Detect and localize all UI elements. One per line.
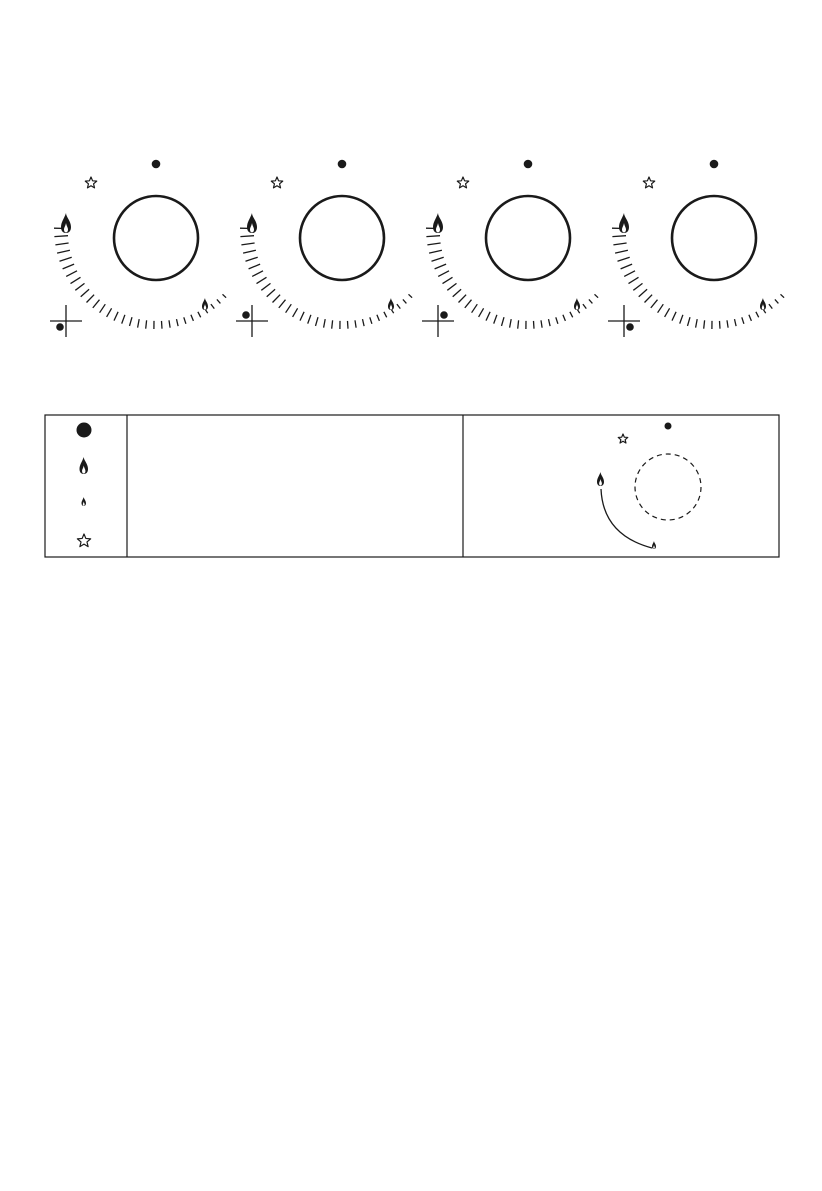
max-flame-icon: [247, 213, 257, 233]
marker-dot: [626, 323, 634, 331]
scale-tick: [107, 308, 112, 317]
scale-tick: [363, 319, 365, 326]
ignition-star-icon: [618, 434, 628, 443]
scale-tick: [246, 257, 258, 261]
scale-ticks: [612, 228, 784, 329]
max-flame-icon: [597, 472, 604, 486]
off-dot-icon: [338, 160, 347, 169]
scale-tick: [130, 317, 133, 326]
scale-tick: [621, 264, 633, 269]
scale-tick: [612, 236, 626, 237]
scale-tick: [81, 289, 89, 296]
scale-tick: [429, 250, 442, 253]
marker-dot: [56, 323, 64, 331]
scale-tick: [769, 304, 772, 309]
scale-tick: [629, 277, 639, 283]
scale-tick: [502, 317, 505, 326]
rotation-arc: [601, 489, 652, 548]
scale-tick: [735, 319, 737, 326]
min-flame-icon: [82, 497, 87, 506]
scale-tick: [243, 250, 256, 253]
legend-border: [45, 415, 779, 557]
scale-tick: [680, 315, 683, 324]
scale-tick: [447, 283, 456, 290]
scale-tick: [720, 321, 721, 329]
scale-tick: [618, 257, 630, 261]
scale-ticks: [240, 228, 412, 329]
scale-tick: [184, 317, 186, 324]
scale-tick: [727, 320, 728, 327]
min-flame-icon: [202, 298, 208, 310]
knob-4: [608, 160, 784, 337]
ignition-star-icon: [457, 177, 468, 188]
knob-3: [422, 160, 598, 337]
scale-tick: [348, 321, 349, 329]
scale-tick: [465, 300, 472, 308]
scale-tick: [240, 236, 254, 237]
scale-tick: [87, 295, 95, 303]
scale-tick: [75, 283, 84, 290]
marker-dot: [242, 311, 250, 319]
scale-tick: [279, 300, 286, 308]
scale-tick: [100, 304, 106, 313]
control-knob: [486, 196, 570, 280]
scale-tick: [93, 300, 100, 308]
scale-tick: [563, 315, 566, 321]
scale-tick: [775, 299, 779, 303]
scale-tick: [633, 283, 642, 290]
burner-position-marker: [608, 305, 640, 337]
scale-tick: [286, 304, 292, 313]
scale-tick: [615, 250, 628, 253]
scale-tick: [370, 317, 372, 324]
ignition-star-icon: [271, 177, 282, 188]
scale-tick: [742, 317, 744, 324]
marker-dot: [440, 311, 448, 319]
scale-tick: [613, 243, 626, 245]
scale-tick: [665, 308, 670, 317]
off-dot-icon: [524, 160, 533, 169]
scale-tick: [324, 319, 326, 328]
off-dot-icon: [77, 423, 92, 438]
scale-tick: [211, 304, 214, 309]
scale-tick: [332, 320, 333, 328]
scale-tick: [556, 317, 558, 324]
max-flame-icon: [433, 213, 443, 233]
scale-tick: [300, 312, 304, 321]
scale-tick: [308, 315, 311, 324]
scale-tick: [589, 299, 593, 303]
scale-tick: [672, 312, 676, 321]
scale-tick: [162, 321, 163, 329]
scale-tick: [355, 320, 356, 327]
scale-tick: [57, 250, 70, 253]
scale-tick: [704, 320, 705, 328]
scale-tick: [781, 294, 785, 297]
burner-position-marker: [422, 305, 454, 337]
scale-tick: [198, 312, 201, 318]
scale-tick: [146, 320, 147, 328]
scale-tick: [55, 243, 68, 245]
scale-tick: [756, 312, 759, 318]
scale-tick: [651, 300, 658, 308]
min-flame-icon: [652, 541, 656, 549]
scale-tick: [688, 317, 691, 326]
scale-tick: [453, 289, 461, 296]
control-knob: [114, 196, 198, 280]
scale-tick: [749, 315, 752, 321]
scale-tick: [316, 317, 319, 326]
scale-tick: [241, 243, 254, 245]
burner-position-marker: [236, 305, 268, 337]
max-flame-icon: [61, 213, 71, 233]
scale-tick: [570, 312, 573, 318]
scale-tick: [122, 315, 125, 324]
scale-tick: [696, 319, 698, 328]
knob-1: [50, 160, 226, 337]
legend-table: [45, 415, 779, 557]
scale-tick: [435, 264, 447, 269]
scale-tick: [273, 295, 281, 303]
off-dot-icon: [152, 160, 161, 169]
control-knob: [300, 196, 384, 280]
scale-tick: [257, 277, 267, 283]
scale-tick: [432, 257, 444, 261]
min-flame-icon: [760, 298, 766, 310]
scale-tick: [177, 319, 179, 326]
scale-tick: [510, 319, 512, 328]
scale-tick: [293, 308, 298, 317]
scale-tick: [534, 321, 535, 329]
scale-tick: [518, 320, 519, 328]
scale-tick: [438, 271, 449, 277]
scale-tick: [397, 304, 400, 309]
scale-tick: [249, 264, 261, 269]
scale-tick: [217, 299, 221, 303]
scale-tick: [624, 271, 635, 277]
min-flame-icon: [574, 298, 580, 310]
legend-symbols: [77, 423, 92, 547]
min-flame-icon: [388, 298, 394, 310]
scale-tick: [549, 319, 551, 326]
scale-tick: [459, 295, 467, 303]
scale-tick: [403, 299, 407, 303]
control-knob: [672, 196, 756, 280]
scale-ticks: [54, 228, 226, 329]
scale-tick: [252, 271, 263, 277]
scale-tick: [639, 289, 647, 296]
ignition-star-icon: [643, 177, 654, 188]
scale-tick: [377, 315, 380, 321]
knob-2: [236, 160, 412, 337]
scale-tick: [443, 277, 453, 283]
scale-tick: [583, 304, 586, 309]
scale-tick: [54, 236, 68, 237]
ignition-star-icon: [77, 534, 90, 547]
scale-tick: [427, 243, 440, 245]
scale-ticks: [426, 228, 598, 329]
scale-tick: [114, 312, 118, 321]
scale-tick: [384, 312, 387, 318]
scale-tick: [472, 304, 478, 313]
scale-tick: [479, 308, 484, 317]
scale-tick: [66, 271, 77, 277]
scale-tick: [267, 289, 275, 296]
scale-tick: [138, 319, 140, 328]
max-flame-icon: [80, 457, 89, 474]
scale-tick: [645, 295, 653, 303]
ignition-star-icon: [85, 177, 96, 188]
knobs-row: [50, 160, 784, 337]
legend-diagram: [597, 423, 701, 550]
scale-tick: [60, 257, 72, 261]
scale-tick: [63, 264, 75, 269]
scale-tick: [658, 304, 664, 313]
off-dot-icon: [710, 160, 719, 169]
burner-position-marker: [50, 305, 82, 337]
dashed-knob-outline: [635, 454, 701, 520]
max-flame-icon: [619, 213, 629, 233]
scale-tick: [169, 320, 170, 327]
scale-tick: [223, 294, 227, 297]
scale-tick: [486, 312, 490, 321]
off-dot-icon: [665, 423, 672, 430]
scale-tick: [541, 320, 542, 327]
scale-tick: [261, 283, 270, 290]
scale-tick: [71, 277, 81, 283]
scale-tick: [595, 294, 599, 297]
scale-tick: [426, 236, 440, 237]
scale-tick: [409, 294, 413, 297]
scale-tick: [494, 315, 497, 324]
scale-tick: [191, 315, 194, 321]
